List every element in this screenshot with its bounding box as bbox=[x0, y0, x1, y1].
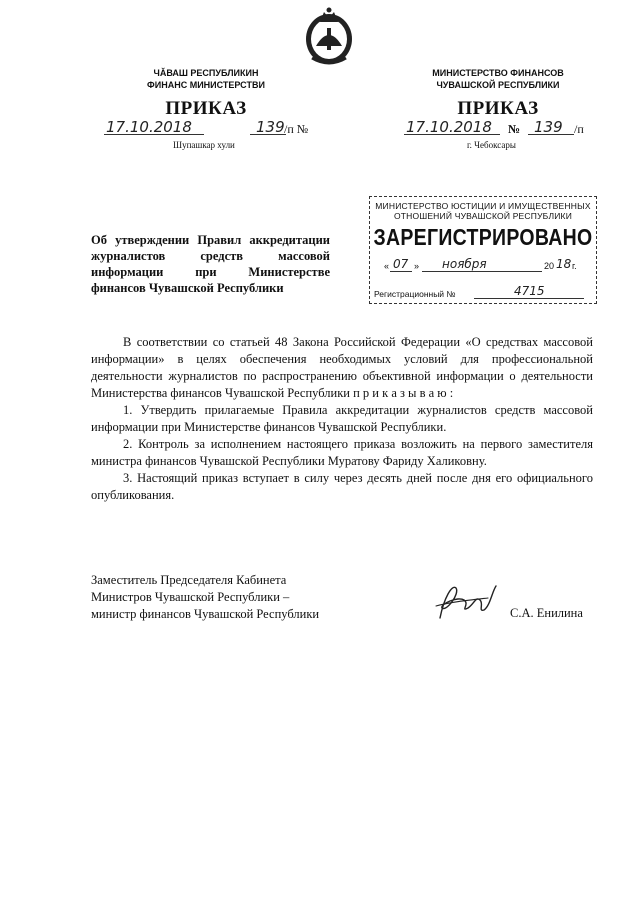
title-line2: журналистов средств массовой bbox=[91, 249, 330, 263]
right-header-line2: ЧУВАШСКОЙ РЕСПУБЛИКИ bbox=[436, 80, 560, 90]
stamp-reg-number: 4715 bbox=[514, 284, 545, 298]
stamp-year-suffix: 18 bbox=[556, 257, 572, 271]
body-paragraph-2: 1. Утвердить прилагаемые Правила аккредитации журналистов средств массовой информации при Министерстве финансов Чувашской Республики. bbox=[91, 403, 593, 434]
prikaz-title-right: ПРИКАЗ bbox=[457, 98, 539, 119]
stamp-year-g: г. bbox=[572, 261, 577, 271]
signatory-position bbox=[91, 572, 319, 623]
left-header-line2: ФИНАНС МИНИСТЕРСТВИ bbox=[147, 80, 265, 90]
stamp-year-prefix: 20 bbox=[544, 261, 555, 271]
prikaz-title-left: ПРИКАЗ bbox=[165, 98, 247, 119]
title-line3: информации при Министерстве bbox=[91, 265, 330, 279]
registration-stamp bbox=[369, 196, 597, 304]
stamp-quote-open: « bbox=[384, 261, 390, 271]
right-place: г. Чебоксары bbox=[467, 140, 516, 150]
stamp-quote-close: » bbox=[414, 261, 420, 271]
right-number-sign: № bbox=[508, 122, 521, 136]
signatory-name: С.А. Енилина bbox=[510, 606, 583, 620]
stamp-registration-line bbox=[374, 284, 594, 301]
title-line4: финансов Чувашской Республики bbox=[91, 281, 284, 295]
handwritten-signature bbox=[430, 578, 506, 624]
left-number-line bbox=[104, 120, 328, 140]
left-header-line1: ЧĂВАШ РЕСПУБЛИКИН bbox=[153, 68, 259, 78]
right-date: 17.10.2018 bbox=[406, 118, 492, 136]
right-number: 139 bbox=[534, 118, 563, 136]
signatory-line1: Заместитель Председателя Кабинета bbox=[91, 573, 287, 587]
body-paragraph-3: 2. Контроль за исполнением настоящего приказа возложить на первого заместителя министра финансов Чувашской Республики Муратову Фариду Халиковну. bbox=[91, 437, 593, 468]
right-number-line bbox=[404, 120, 604, 140]
right-header-line1: МИНИСТЕРСТВО ФИНАНСОВ bbox=[432, 68, 564, 78]
right-number-suffix: /п bbox=[574, 122, 584, 136]
stamp-day: 07 bbox=[393, 257, 409, 271]
coat-of-arms-emblem bbox=[302, 6, 356, 68]
stamp-date-line bbox=[384, 259, 584, 275]
stamp-ministry-text bbox=[370, 201, 596, 221]
stamp-month: ноября bbox=[442, 257, 487, 271]
document-title bbox=[91, 232, 330, 296]
left-place: Шупашкар хули bbox=[173, 140, 235, 150]
left-date: 17.10.2018 bbox=[106, 118, 192, 136]
left-number-suffix: /п № bbox=[284, 122, 309, 136]
body-paragraph-1: В соответствии со статьей 48 Закона Российской Федерации «О средствах массовой информации» в целях обеспечения необходимых условий для профессиональной деятельности журналистов по распространению объективной информации о деятельности Министерства финансов Чувашской Республики п р и к а з ы в а ю : bbox=[91, 335, 593, 400]
stamp-line1: МИНИСТЕРСТВО ЮСТИЦИИ И ИМУЩЕСТВЕННЫХ bbox=[375, 201, 591, 211]
stamp-line2: ОТНОШЕНИЙ ЧУВАШСКОЙ РЕСПУБЛИКИ bbox=[393, 211, 573, 221]
signatory-line2: Министров Чувашской Республики – bbox=[91, 590, 290, 604]
signatory-line3: министр финансов Чувашской Республики bbox=[91, 607, 320, 621]
body-paragraph-4: 3. Настоящий приказ вступает в силу через десять дней после дня его официального опубликования. bbox=[91, 471, 593, 502]
stamp-registered: ЗАРЕГИСТРИРОВАНО bbox=[373, 224, 593, 252]
document-body bbox=[91, 334, 593, 504]
title-line1: Об утверждении Правил аккредитации bbox=[91, 233, 330, 247]
stamp-reg-label: Регистрационный № bbox=[374, 289, 456, 299]
left-header bbox=[86, 67, 326, 91]
right-header bbox=[378, 67, 618, 91]
left-number: 139 bbox=[256, 118, 285, 136]
